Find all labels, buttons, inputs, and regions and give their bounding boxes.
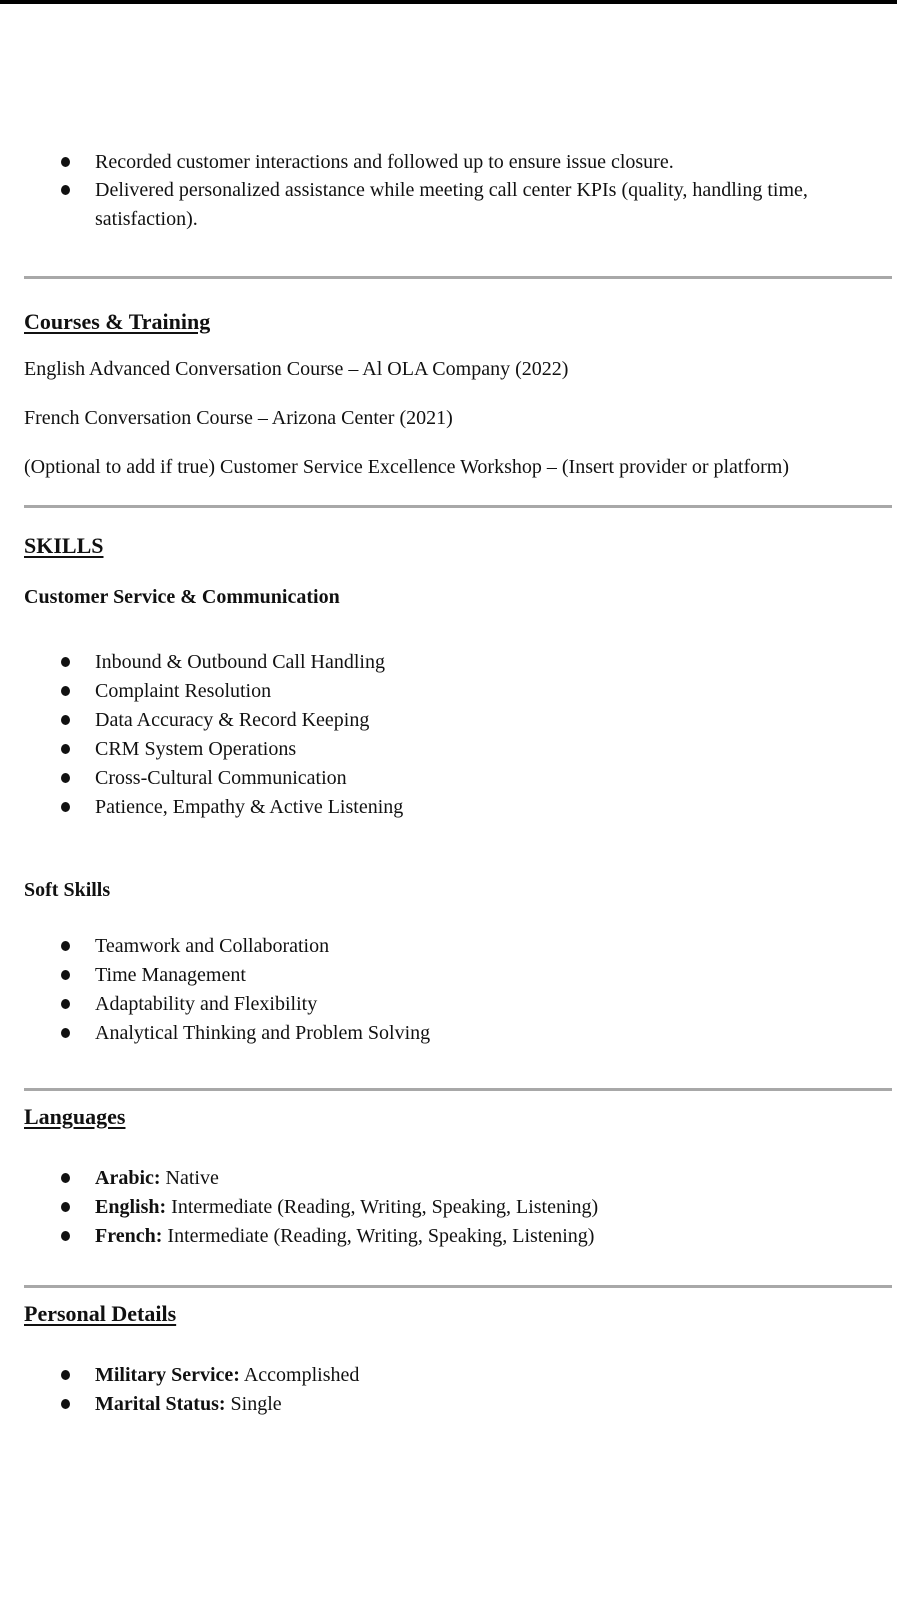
bullet-icon [61, 657, 70, 667]
list-item [0, 1361, 897, 1389]
list-item-text [95, 1222, 594, 1250]
list-item [0, 677, 897, 705]
list-item-text: Patience, Empathy & Active Listening [95, 796, 404, 818]
bullet-icon [61, 715, 70, 725]
section-divider [24, 276, 892, 279]
language-level: Intermediate (Reading, Writing, Speaking, Listening) [166, 1196, 599, 1218]
bullet-icon [61, 941, 70, 951]
list-item [0, 1193, 897, 1221]
language-name: Arabic: [95, 1167, 161, 1189]
list-item [0, 961, 897, 989]
language-name: French: [95, 1225, 163, 1247]
list-item-text: Data Accuracy & Record Keeping [95, 709, 370, 731]
detail-label: Military Service: [95, 1364, 240, 1386]
detail-value: Accomplished [239, 1364, 360, 1386]
list-item-text: satisfaction). [95, 208, 198, 230]
list-item-text: Time Management [95, 964, 246, 986]
bullet-icon [61, 999, 70, 1009]
list-item [0, 932, 897, 960]
section-title-personal-details: Personal Details [24, 1301, 177, 1326]
list-item-text: Analytical Thinking and Problem Solving [95, 1022, 431, 1044]
skills-group-title: Customer Service & Communication [24, 586, 340, 608]
window-top-bar [0, 0, 897, 4]
bullet-icon [61, 1399, 70, 1409]
list-item-text [95, 1193, 598, 1221]
list-item-text: Teamwork and Collaboration [95, 935, 330, 957]
course-item: French Conversation Course – Arizona Center (2021) [24, 407, 453, 429]
bullet-icon [61, 1028, 70, 1038]
list-item-text: CRM System Operations [95, 738, 297, 760]
section-divider [24, 1285, 892, 1288]
list-item-text: Delivered personalized assistance while meeting call center KPIs (quality, handling time, [95, 179, 808, 201]
list-item [0, 764, 897, 792]
bullet-icon [61, 744, 70, 754]
language-level: Native [160, 1167, 219, 1189]
list-item [0, 176, 897, 204]
list-item [0, 148, 897, 176]
list-item-continuation [0, 205, 897, 233]
list-item-text: Recorded customer interactions and followed up to ensure issue closure. [95, 151, 674, 173]
section-title-skills: SKILLS [24, 533, 104, 558]
list-item-text: Adaptability and Flexibility [95, 993, 318, 1015]
bullet-icon [61, 802, 70, 812]
list-item-text [95, 1164, 219, 1192]
skills-group-title: Soft Skills [24, 879, 111, 901]
list-item [0, 990, 897, 1018]
language-name: English: [95, 1196, 167, 1218]
bullet-icon [61, 1202, 70, 1212]
detail-label: Marital Status: [95, 1393, 226, 1415]
section-title-languages: Languages [24, 1104, 126, 1129]
list-item-text [95, 1390, 282, 1418]
list-item-text: Inbound & Outbound Call Handling [95, 651, 385, 673]
list-item [0, 648, 897, 676]
list-item [0, 1222, 897, 1250]
detail-value: Single [225, 1393, 282, 1415]
list-item-text: Complaint Resolution [95, 680, 272, 702]
bullet-icon [61, 157, 70, 167]
bullet-icon [61, 1370, 70, 1380]
list-item [0, 1019, 897, 1047]
section-divider [24, 505, 892, 508]
section-divider [24, 1088, 892, 1091]
list-item [0, 1164, 897, 1192]
list-item [0, 793, 897, 821]
bullet-icon [61, 686, 70, 696]
bullet-icon [61, 970, 70, 980]
list-item [0, 706, 897, 734]
bullet-icon [61, 773, 70, 783]
list-item-text: Cross-Cultural Communication [95, 767, 347, 789]
list-item [0, 735, 897, 763]
language-level: Intermediate (Reading, Writing, Speaking, Listening) [162, 1225, 595, 1247]
list-item [0, 1390, 897, 1418]
bullet-icon [61, 1231, 70, 1241]
course-item: English Advanced Conversation Course – Al OLA Company (2022) [24, 358, 569, 380]
course-item: (Optional to add if true) Customer Service Excellence Workshop – (Insert provider or platform) [24, 456, 790, 478]
list-item-text [95, 1361, 359, 1389]
bullet-icon [61, 1173, 70, 1183]
section-title-courses: Courses & Training [24, 309, 211, 334]
bullet-icon [61, 185, 70, 195]
